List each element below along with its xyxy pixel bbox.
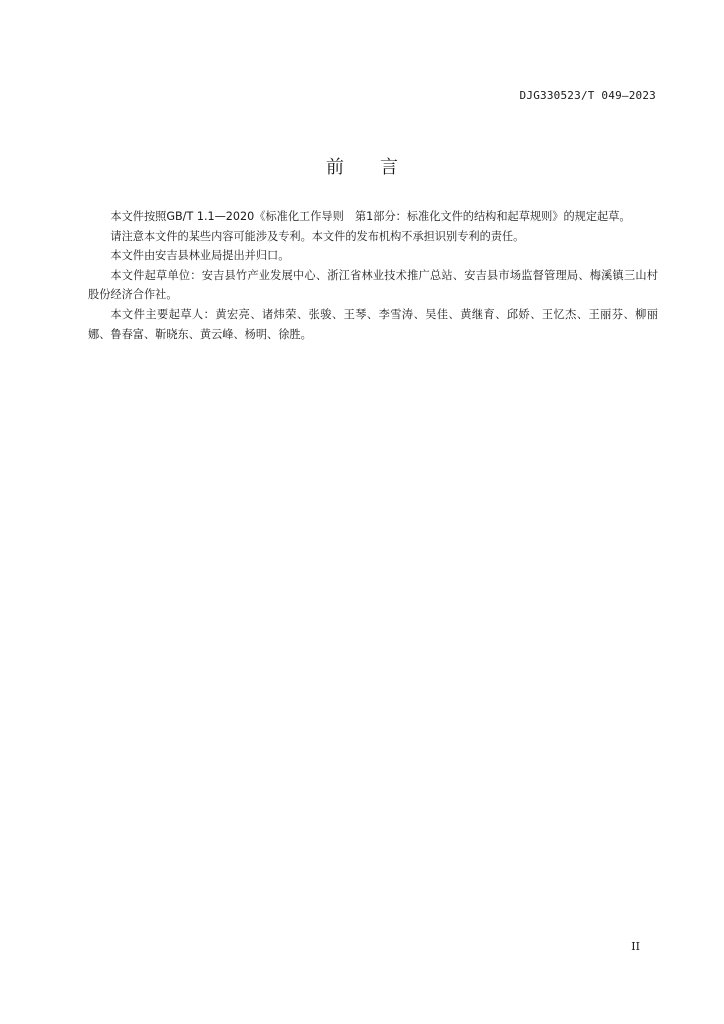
page-number: II (631, 940, 640, 953)
paragraph-patent-notice: 请注意本文件的某些内容可能涉及专利。本文件的发布机构不承担识别专利的责任。 (110, 229, 525, 243)
paragraph-drafting-rules: 本文件按照GB/T 1.1—2020《标准化工作导则 第1部分：标准化文件的结构和起草规则》的规定起草。 (110, 210, 631, 223)
paragraph-drafting-units: 本文件起草单位：安吉县竹产业发展中心、浙江省林业技术推广总站、安吉县市场监督管理局、梅溪镇三山村股份经济合作社。 (88, 268, 658, 302)
title-char-2: 言 (380, 157, 398, 178)
title-char-1: 前 (326, 157, 344, 178)
document-code: DJG330523/T 049—2023 (519, 89, 656, 102)
paragraph-drafters: 本文件主要起草人：黄宏亮、诸炜荣、张骏、王琴、李雪涛、吴佳、黄继育、邱娇、王忆杰、王丽芬、柳丽娜、鲁春富、靳晓东、黄云峰、杨明、徐胜。 (88, 307, 658, 341)
preface-body (88, 207, 658, 344)
page-title (0, 153, 724, 179)
paragraph-proposer: 本文件由安吉县林业局提出并归口。 (110, 249, 290, 263)
